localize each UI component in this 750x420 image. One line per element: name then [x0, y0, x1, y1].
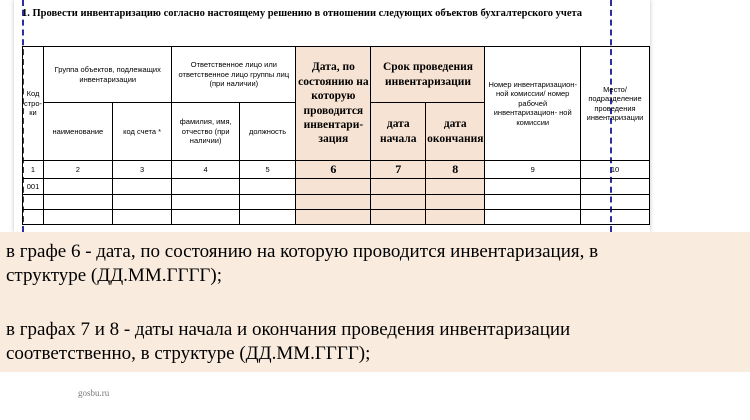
header-name: наименование — [44, 103, 113, 161]
column-number-row — [23, 161, 650, 179]
note-line: в графе 6 - дата, по состоянию на которую проводится инвентаризация, в — [6, 241, 599, 262]
header-place: Место/ подразделение проведения инвентаризации — [580, 47, 649, 161]
row-code: 001 — [23, 179, 44, 195]
column-number: 6 — [296, 161, 371, 179]
table-row — [23, 179, 650, 195]
column-number: 9 — [485, 161, 581, 179]
column-number: 5 — [239, 161, 295, 179]
column-number: 3 — [112, 161, 172, 179]
header-object-group: Группа объектов, подлежащих инвентаризации — [44, 47, 172, 103]
inventory-table — [22, 46, 650, 225]
column-number: 7 — [371, 161, 426, 179]
note-columns-7-8 — [6, 318, 750, 366]
note-line: соответственно, в структуре (ДД.ММ.ГГГГ); — [6, 343, 371, 364]
header-start-date: дата начала — [371, 103, 426, 161]
header-row-code: Код стро- ки — [23, 47, 44, 161]
column-number: 2 — [44, 161, 113, 179]
header-commission-number: Номер инвентаризацион- ной комиссии/ номер рабочей инвентаризацион- ной комиссии — [485, 47, 581, 161]
header-full-name: фамилия, имя, отчество (при наличии) — [172, 103, 239, 161]
header-account-code: код счета * — [112, 103, 172, 161]
column-number: 4 — [172, 161, 239, 179]
header-inventory-date: Дата, по состоянию на которую проводится инвентари- зация — [296, 47, 371, 161]
section-heading: 1. Провести инвентаризацию согласно настоящему решению в отношении следующих объектов бухгалтерского учета — [22, 8, 583, 19]
source-caption: gosbu.ru — [78, 388, 110, 398]
note-column-6 — [6, 240, 750, 288]
explanation-box — [0, 232, 750, 372]
table-row — [23, 195, 650, 210]
note-line: структуре (ДД.ММ.ГГГГ); — [6, 265, 223, 286]
note-line: в графах 7 и 8 - даты начала и окончания проведения инвентаризации — [6, 319, 571, 340]
column-number: 1 — [23, 161, 44, 179]
header-responsible-person: Ответственное лицо или ответственное лицо группы лиц (при наличии) — [172, 47, 296, 103]
header-end-date: дата окончания — [426, 103, 485, 161]
document-excerpt — [14, 0, 650, 232]
header-position: должность — [239, 103, 295, 161]
column-number: 10 — [580, 161, 649, 179]
column-number: 8 — [426, 161, 485, 179]
table-row — [23, 210, 650, 225]
header-inventory-term: Срок проведения инвентаризации — [371, 47, 485, 103]
